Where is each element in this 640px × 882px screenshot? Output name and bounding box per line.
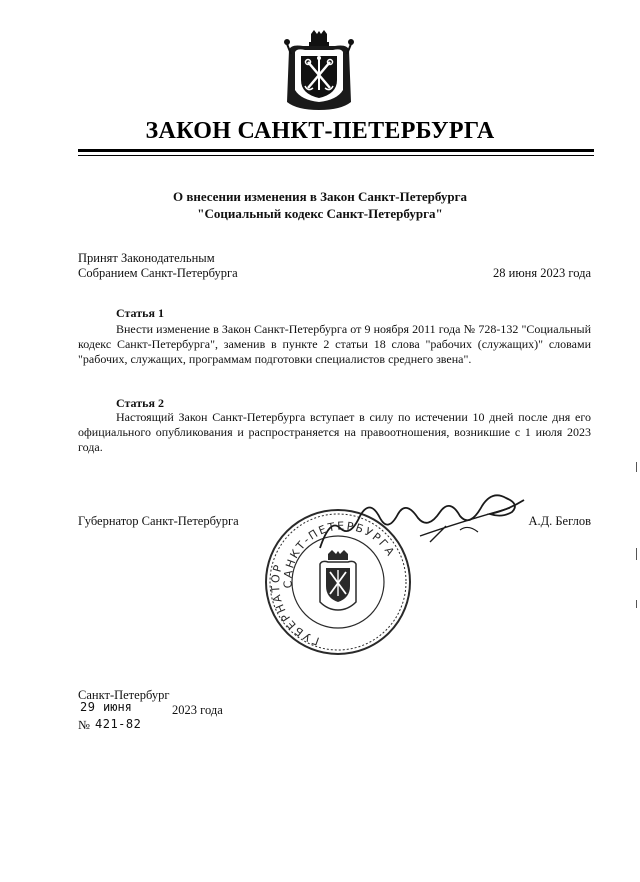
article-2-title: Статья 2 (116, 396, 164, 410)
title-rule-thin (78, 155, 594, 156)
article-1-text: Внести изменение в Закон Санкт-Петербурга от 9 ноября 2011 года № 728-132 "Социальный кодекс Санкт-Петербурга", заменив в пункте 2 статьи 18 слова "рабочих (служащих)" словами "рабочих, служащих, программам подготовки специалистов среднего звена". (78, 322, 591, 366)
coat-of-arms-icon (281, 30, 357, 112)
article-2-text: Настоящий Закон Санкт-Петербурга вступает в силу по истечении 10 дней после дня его официального опубликования и распространяется на правоотношения, возникшие с 1 июля 2023 года. (78, 410, 591, 454)
signing-month: июня (103, 700, 132, 714)
signing-city: Санкт-Петербург (78, 688, 170, 702)
law-number: 421-82 (95, 717, 142, 731)
law-heading-line-1: О внесении изменения в Закон Санкт-Петербурга (172, 189, 468, 204)
law-title: ЗАКОН САНКТ-ПЕТЕРБУРГА (145, 118, 495, 144)
seal-text-top: САНКТ-ПЕТЕРБУРГА (281, 519, 398, 589)
article-1-title: Статья 1 (116, 306, 164, 320)
svg-text:ГУБЕРНАТОР (269, 562, 321, 648)
seal-text-left: ГУБЕРНАТОР (268, 561, 322, 648)
signing-day: 29 (80, 700, 96, 714)
governor-title: Губернатор Санкт-Петербурга (78, 514, 239, 528)
adoption-line-1: Принят Законодательным (78, 251, 215, 265)
scan-artifact (636, 548, 637, 560)
signing-year: 2023 года (172, 703, 223, 717)
law-heading-line-2: "Социальный кодекс Санкт-Петербурга" (197, 206, 443, 221)
governor-name: А.Д. Беглов (528, 514, 591, 528)
adoption-line-2: Собранием Санкт-Петербурга (78, 266, 238, 280)
scan-artifact (636, 600, 637, 608)
law-number-label: № (78, 718, 90, 732)
title-rule-thick (78, 149, 594, 152)
scan-artifact (636, 462, 637, 472)
governor-signature (310, 478, 535, 558)
adoption-statement (78, 251, 238, 281)
adoption-date: 28 июня 2023 года (493, 266, 591, 280)
